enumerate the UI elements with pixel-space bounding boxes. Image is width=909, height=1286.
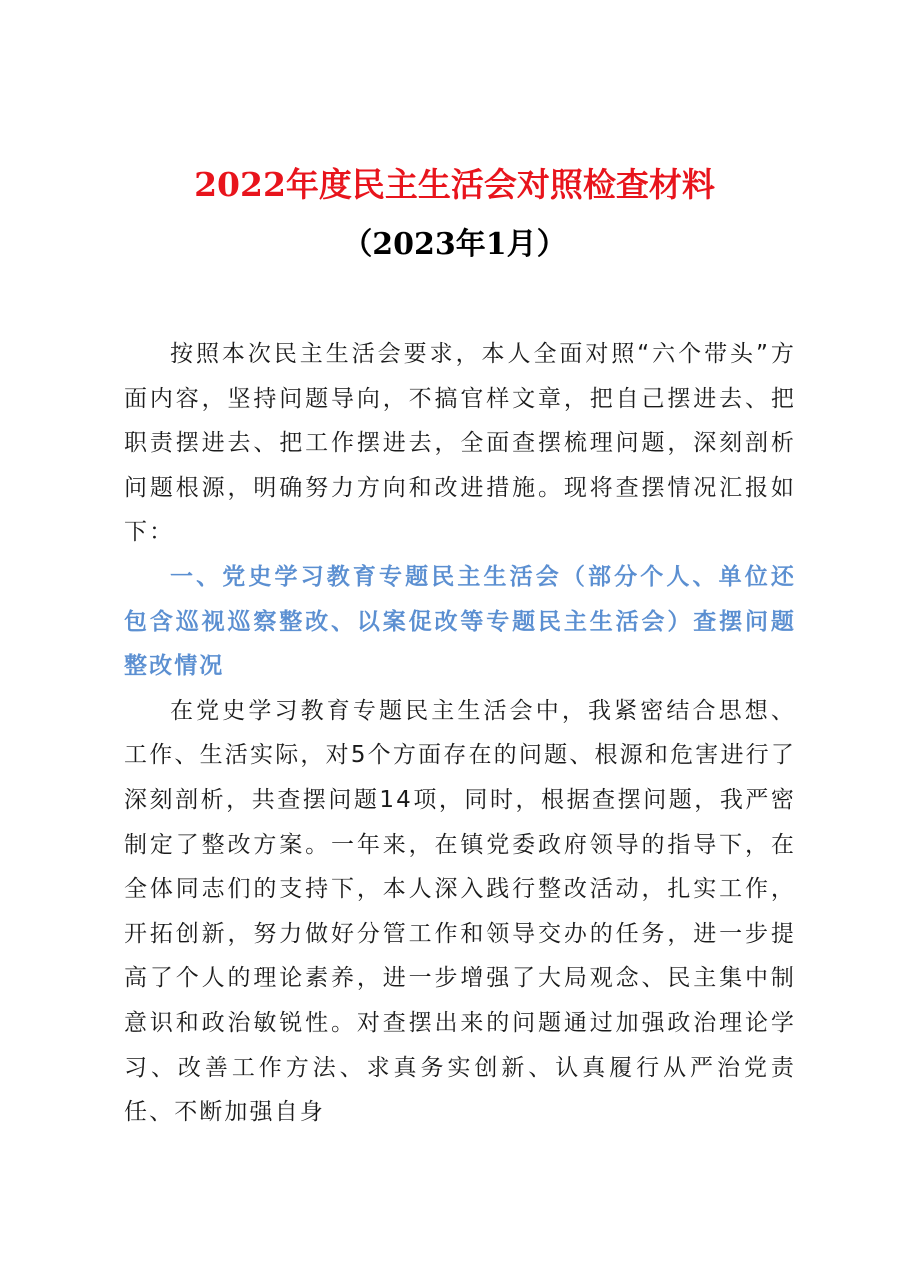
document-body: [124, 332, 796, 1135]
document-date: （2023年1月）: [342, 227, 567, 262]
document-title: 2022年度民主生活会对照检查材料: [194, 165, 715, 204]
section-paragraph: 在党史学习教育专题民主生活会中，我紧密结合思想、工作、生活实际，对5个方面存在的问题、根源和危害进行了深刻剖析，共查摆问题14项，同时，根据查摆问题，我严密制定了整改方案。一年来，在镇党委政府领导的指导下，在全体同志们的支持下，本人深入践行整改活动，扎实工作，开拓创新，努力做好分管工作和领导交办的任务，进一步提高了个人的理论素养，进一步增强了大局观念、民主集中制意识和政治敏锐性。对查摆出来的问题通过加强政治理论学习、改善工作方法、求真务实创新、认真履行从严治党责任、不断加强自身: [124, 697, 796, 1126]
intro-paragraph: 按照本次民主生活会要求，本人全面对照“六个带头”方面内容，坚持问题导向，不搞官样文章，把自己摆进去、把职责摆进去、把工作摆进去，全面查摆梳理问题，深刻剖析问题根源，明确努力方向和改进措施。现将查摆情况汇报如下：: [124, 341, 796, 546]
section-heading: 一、党史学习教育专题民主生活会（部分个人、单位还包含巡视巡察整改、以案促改等专题民主生活会）查摆问题整改情况: [124, 563, 796, 680]
